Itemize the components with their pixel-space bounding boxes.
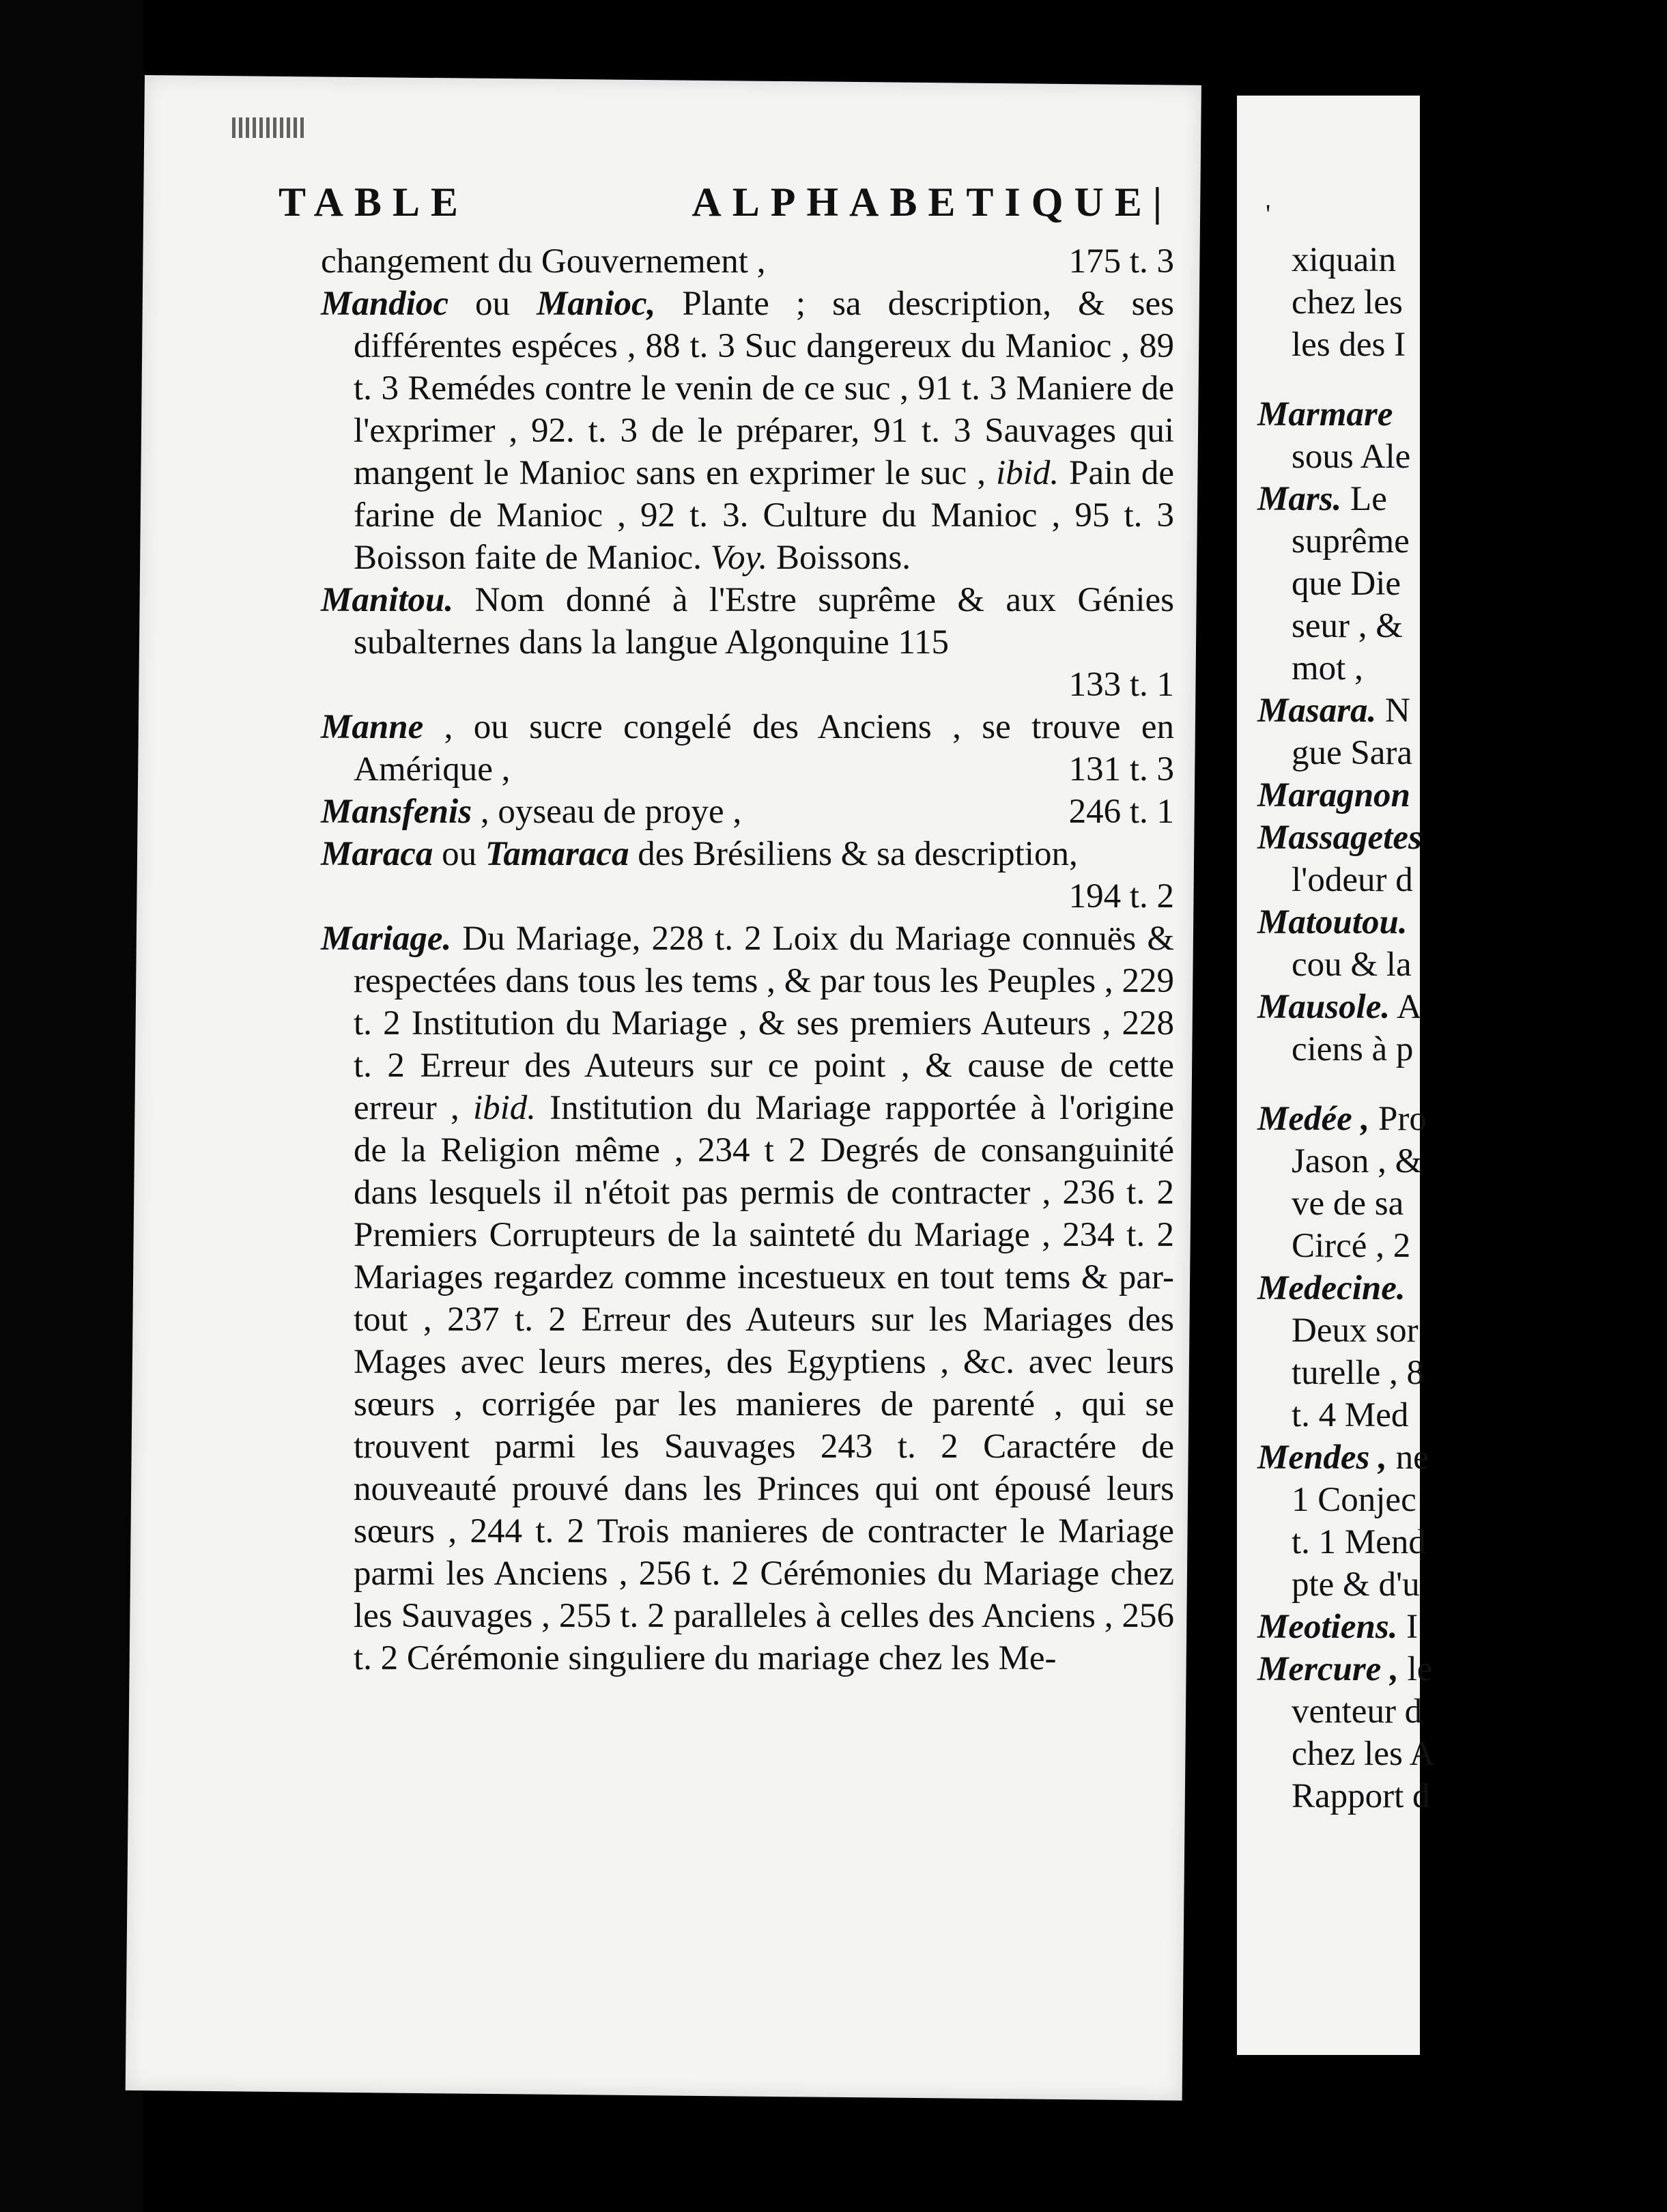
fragment-line: Jason , &	[1292, 1142, 1423, 1180]
fragment-entry	[1257, 690, 1667, 732]
entry-keyword-alt: Tamaraca	[485, 835, 629, 873]
fragment-line: gue Sara	[1292, 734, 1413, 772]
voy-ref: Voy.	[710, 539, 768, 577]
fragment-keyword: Mendes ,	[1257, 1438, 1387, 1477]
index-column-right	[1257, 239, 1667, 1817]
page-ref-line: 194 t. 2	[1068, 877, 1174, 916]
entry-mansfenis	[321, 791, 1174, 833]
fragment-entry	[1257, 901, 1667, 944]
fragment-keyword: Matoutou.	[1257, 903, 1408, 941]
right-page-fragment: ' xiquain chez les les des I Marmare sous Ale Mars. Le suprême que Die seur , & mot , Masara. N gue Sara Maragnon Massagetes l'odeur d Matoutou. cou & la Mausole. A ciens à p Medée , Pro Jason , & ve de sa Circé , 2 Medecine. Deux sor turelle , 8 t. 4 Med Mendes , ne 1 Conjec t. 1 Mend pte & d'u Meotiens. I Mercure , le venteur d chez les A Rapport d	[1237, 96, 1420, 2055]
fragment-entry	[1257, 1098, 1667, 1140]
fragment-line: sous Ale	[1292, 438, 1411, 476]
fragment-line: xiquain	[1292, 241, 1396, 279]
entry-text: , oyseau de proye ,	[472, 793, 742, 831]
fragment-keyword: Medecine.	[1257, 1269, 1406, 1307]
fragment-line: Circé , 2	[1292, 1227, 1411, 1265]
fragment-text: ne	[1386, 1438, 1429, 1477]
continuation-page-ref: 175 t. 3	[1068, 242, 1174, 281]
entry-keyword: Maraca	[321, 835, 433, 873]
fragment-entry	[1257, 1648, 1667, 1690]
fragment-line: venteur d	[1292, 1692, 1423, 1731]
entry-text: Boissons.	[767, 539, 911, 577]
fragment-line: pte & d'u	[1292, 1565, 1420, 1604]
fragment-entry	[1257, 478, 1667, 520]
fragment-line: ciens à p	[1292, 1030, 1414, 1068]
header-word-alphabetique: ALPHABETIQUE|	[692, 180, 1173, 225]
entry-text: des Brésiliens & sa description,	[629, 835, 1078, 873]
fragment-text: Le	[1341, 480, 1387, 518]
fragment-line: cou & la	[1292, 946, 1412, 984]
entry-text: Institution du Mariage rapportée à l'origine de la Religion même , 234 t 2 Degrés de consanguinité dans lesquels il n'étoit pas permis de contracter , 236 t. 2 Premiers Corrupteurs de la sainteté du Mariage , 234 t. 2 Mariages regardez comme incestueux en tout tems & par-tout , 237 t. 2 Erreur des Auteurs sur les Mariages des Mages avec leurs meres, des Egyptiens , &c. avec leurs sœurs , corrigée par les manieres de parenté , qui se trouvent parmi les Sauvages 243 t. 2 Caractére de nouveauté prouvé dans les Princes qui ont épousé leurs sœurs , 244 t. 2 Trois manieres de contracter le Mariage parmi les Anciens , 256 t. 2 Cérémonies du Mariage chez les Sauvages , 255 t. 2 paralleles à celles des Anciens , 256 t. 2 Cérémonie singuliere du mariage chez les Me-	[354, 1089, 1174, 1677]
fragment-keyword: Massagetes	[1257, 819, 1422, 857]
fragment-line: turelle , 8	[1292, 1354, 1425, 1392]
fragment-keyword: Meotiens.	[1257, 1608, 1398, 1646]
entry-text: Du Mariage, 228 t. 2 Loix du Mariage connuës & respectées dans tous les tems , & par tous les Peuples , 229 t. 2 Institution du Mariage , & ses premiers Auteurs , 228 t. 2 Erreur des Auteurs sur ce point , & cause de cette erreur ,	[354, 920, 1174, 1127]
fragment-line: Rapport d	[1292, 1777, 1430, 1815]
entry-text: , ou sucre congelé des Anciens , se trouve en Amérique ,	[354, 708, 1174, 789]
fragment-line: t. 4 Med	[1292, 1396, 1409, 1434]
fragment-entry	[1257, 1606, 1667, 1648]
index-column-left	[321, 240, 1174, 1679]
page-ref: 246 t. 1	[1068, 793, 1174, 831]
ibid-ref: ibid.	[472, 1089, 537, 1127]
entry-keyword-alt: Manioc,	[537, 285, 656, 323]
fragment-keyword: Medée ,	[1257, 1100, 1370, 1138]
fragment-keyword: Maragnon	[1257, 776, 1410, 814]
fragment-keyword: Masara.	[1257, 692, 1377, 730]
fragment-keyword: Mausole.	[1257, 988, 1391, 1026]
fragment-entry	[1257, 393, 1667, 436]
page-ref-line: 133 t. 1	[1068, 666, 1174, 704]
fragment-keyword: Mercure ,	[1257, 1650, 1399, 1688]
fragment-line: seur , &	[1292, 607, 1403, 645]
entry-text: Plante ; sa description, & ses différentes espéces , 88 t. 3 Suc dangereux du Manioc , 89 t. 3 Remédes contre le venin de ce suc , 91 t. 3 Maniere de l'exprimer , 92. t. 3 de le préparer, 91 t. 3 Sauvages qui mangent le Manioc sans en exprimer le suc ,	[354, 285, 1174, 492]
fragment-line: les des I	[1292, 326, 1406, 364]
fragment-line: l'odeur d	[1292, 861, 1413, 899]
entry-text: ou	[433, 835, 485, 873]
entry-text: ou	[448, 285, 537, 323]
continuation-text: changement du Gouvernement ,	[321, 242, 766, 281]
fragment-text: N	[1376, 692, 1410, 730]
header-word-table: TABLE	[279, 180, 469, 225]
fragment-entry	[1257, 1267, 1667, 1309]
fragment-text: A	[1390, 988, 1422, 1026]
entry-mandioc	[321, 283, 1174, 579]
entry-keyword: Mansfenis	[321, 793, 472, 831]
fragment-entry	[1257, 986, 1667, 1028]
entry-maraca	[321, 833, 1174, 875]
entry-keyword: Mariage.	[321, 920, 452, 958]
fragment-line: chez les A	[1292, 1735, 1435, 1773]
fragment-entry	[1257, 1436, 1667, 1479]
entry-mariage	[321, 918, 1174, 1679]
fragment-line: suprême	[1292, 522, 1410, 561]
page-ref-line: 131 t. 3	[1068, 750, 1174, 789]
entry-keyword: Manitou.	[321, 581, 454, 619]
fragment-line: chez les	[1292, 283, 1403, 322]
page-header	[279, 179, 1173, 226]
continuation-line	[321, 240, 1174, 283]
fragment-entry	[1257, 774, 1667, 817]
fragment-text: le	[1398, 1650, 1433, 1688]
fragment-line: que Die	[1292, 565, 1401, 603]
fragment-keyword: Marmare	[1257, 395, 1393, 434]
fragment-line: Deux sor	[1292, 1311, 1419, 1350]
fragment-line: mot ,	[1292, 649, 1363, 687]
entry-keyword: Mandioc	[321, 285, 449, 323]
left-margin-shadow	[0, 0, 143, 2212]
fragment-entry	[1257, 817, 1667, 859]
ibid-ref: ibid.	[996, 454, 1059, 492]
entry-manitou	[321, 579, 1174, 664]
fragment-line: t. 1 Mend	[1292, 1523, 1426, 1561]
entry-text: Nom donné à l'Estre suprême & aux Génies subalternes dans la langue Algonquine 115	[354, 581, 1174, 662]
fragment-text: I	[1397, 1608, 1419, 1646]
fragment-keyword: Mars.	[1257, 480, 1342, 518]
fragment-line: ve de sa	[1292, 1185, 1404, 1223]
ink-smudge	[232, 117, 307, 138]
entry-keyword: Manne	[321, 708, 424, 746]
fragment-text: Pro	[1369, 1100, 1427, 1138]
entry-text: Pain de farine de Manioc , 92 t. 3. Culture du Manioc , 95 t. 3 Boisson faite de Manioc.	[354, 454, 1175, 577]
fragment-line: 1 Conjec	[1292, 1481, 1416, 1519]
